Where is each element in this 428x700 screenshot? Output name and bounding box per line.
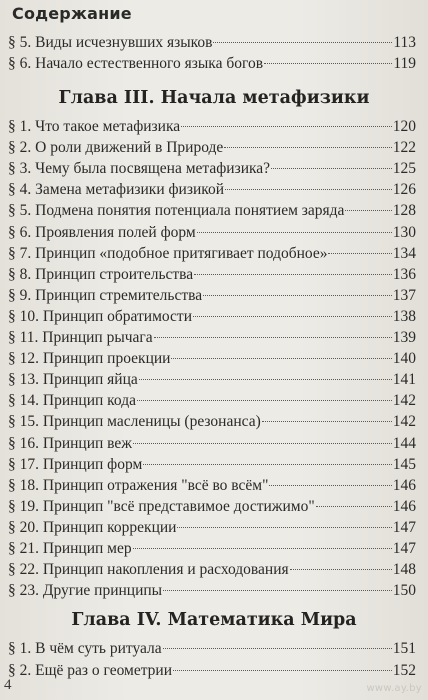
dot-leader: [133, 443, 392, 444]
toc-entry: [8, 496, 416, 517]
toc-entry-page: 150: [392, 582, 416, 600]
toc-entry-title: § 21. Принцип мер: [8, 540, 132, 557]
dot-leader: [262, 421, 392, 422]
toc-entry-title: § 22. Принцип накопления и расходования: [8, 561, 289, 579]
dot-leader: [271, 168, 392, 169]
toc-entry-title: § 1. Что такое метафизика: [8, 118, 181, 135]
toc-entry-page: 144: [392, 434, 416, 452]
chapter-title: Глава IV. Математика Мира: [71, 610, 357, 630]
toc-entry-page: 122: [392, 139, 416, 157]
dot-leader: [213, 42, 392, 43]
toc-entry: [8, 53, 416, 74]
toc-entry: [8, 32, 416, 53]
dot-leader: [225, 189, 392, 190]
toc-entry: [8, 538, 416, 559]
toc-entry: [8, 116, 416, 137]
toc-entry-page: 130: [392, 223, 416, 241]
dot-leader: [269, 485, 391, 486]
toc-entry-title: § 17. Принцип форм: [8, 455, 143, 473]
toc-entry: [8, 243, 416, 264]
dot-leader: [264, 63, 392, 64]
dot-leader: [163, 590, 392, 591]
dot-leader: [316, 506, 392, 507]
toc-entry-title: § 9. Принцип стремительства: [8, 286, 203, 304]
toc-entry-title: § 20. Принцип коррекции: [8, 518, 177, 536]
dot-leader: [290, 569, 392, 570]
toc-entry-page: 137: [392, 286, 416, 304]
toc-entry-title: § 3. Чему была посвящена метафизика?: [8, 160, 271, 178]
dot-leader: [224, 147, 391, 148]
toc-entry-page: 113: [393, 34, 416, 51]
toc-entry: [8, 285, 416, 306]
toc-entry: [8, 306, 416, 327]
toc-entry: [8, 222, 416, 243]
toc-entry-page: 147: [392, 540, 416, 557]
toc-entry: [8, 179, 416, 200]
page-number: 4: [4, 677, 12, 693]
toc-entry-page: 146: [392, 476, 416, 494]
toc-entry-page: 140: [392, 350, 416, 368]
dot-leader: [143, 464, 391, 465]
toc-entry-page: 136: [392, 265, 416, 283]
dot-leader: [137, 400, 392, 401]
toc-entry: [8, 580, 416, 601]
toc-entry-title: § 4. Замена метафизики физикой: [8, 181, 225, 199]
toc-entry-page: 151: [392, 640, 416, 657]
toc-entry-page: 125: [392, 160, 416, 178]
toc-entry-title: § 12. Принцип проекции: [8, 350, 171, 368]
toc-entry: [8, 137, 416, 158]
dot-leader: [193, 316, 392, 317]
toc-entry-page: 152: [392, 661, 416, 679]
dot-leader: [133, 548, 392, 549]
toc-entry: [8, 559, 416, 580]
toc-entry-title: § 11. Принцип рычага: [8, 329, 153, 346]
toc-entry-title: § 19. Принцип "всё представимое достижимо": [8, 497, 315, 515]
dot-leader: [171, 358, 391, 359]
toc-entry-title: § 10. Принцип обратимости: [8, 307, 192, 325]
toc-entry-title: § 5. Подмена понятия потенциала понятием заряда: [8, 202, 345, 220]
toc-entry: [8, 433, 416, 454]
dot-leader: [197, 232, 392, 233]
toc-entry-title: § 18. Принцип отражения "всё во всём": [8, 476, 269, 494]
toc-entry-title: § 2. Ещё раз о геометрии: [8, 661, 173, 679]
dot-leader: [345, 210, 391, 211]
toc-entry-title: § 15. Принцип масленицы (резонанса): [8, 413, 261, 431]
toc-entry-title: § 5. Виды исчезнувших языков: [8, 34, 213, 51]
toc-entry-title: § 8. Принцип строительства: [8, 265, 194, 283]
dot-leader: [181, 126, 392, 127]
toc-entry: [8, 264, 416, 285]
toc-header: Содержание: [12, 4, 132, 23]
toc-entry-page: 138: [392, 307, 416, 325]
toc-entry: [8, 348, 416, 369]
chapter-title: Глава III. Начала метафизики: [58, 88, 370, 108]
toc-entry-page: 120: [392, 118, 416, 135]
toc-entry: [8, 327, 416, 348]
toc-entry-page: 142: [392, 413, 416, 431]
toc-entry-page: 145: [392, 455, 416, 473]
toc-entry: [8, 200, 416, 221]
dot-leader: [194, 274, 392, 275]
toc-entry-title: § 1. В чём суть ритуала: [8, 640, 162, 657]
toc-entry-page: 139: [392, 329, 416, 346]
watermark: www.ay.by: [366, 683, 422, 694]
dot-leader: [328, 253, 391, 254]
toc-entry-page: 147: [392, 518, 416, 536]
dot-leader: [163, 648, 392, 649]
toc-entry: [8, 517, 416, 538]
toc-entry-page: 148: [392, 561, 416, 579]
toc-entry-title: § 6. Проявления полей форм: [8, 223, 196, 241]
toc-entry-page: 134: [392, 244, 416, 262]
toc-entry-title: § 14. Принцип кода: [8, 392, 136, 410]
toc-entry: [8, 454, 416, 475]
toc-entry: [8, 369, 416, 390]
toc-entry: [8, 638, 416, 659]
dot-leader: [203, 295, 392, 296]
toc-entry-title: § 23. Другие принципы: [8, 582, 163, 600]
toc-entry-page: 142: [392, 392, 416, 410]
toc-entry-title: § 13. Принцип яйца: [8, 371, 138, 389]
toc-entry-title: § 16. Принцип веж: [8, 434, 132, 452]
toc-entry: [8, 475, 416, 496]
toc-entry-page: 128: [392, 202, 416, 220]
toc-entry-title: § 6. Начало естественного языка богов: [8, 55, 264, 72]
toc-entry: [8, 390, 416, 411]
dot-leader: [173, 670, 392, 671]
toc-entry-title: § 7. Принцип «подобное притягивает подобное»: [8, 244, 328, 262]
dot-leader: [177, 527, 391, 528]
toc-entry: [8, 660, 416, 681]
dot-leader: [139, 379, 392, 380]
dot-leader: [154, 337, 392, 338]
toc-entry-page: 141: [392, 371, 416, 389]
toc-entry-page: 119: [393, 55, 416, 72]
toc-entry-page: 126: [392, 181, 416, 199]
toc-entry: [8, 158, 416, 179]
toc-entry: [8, 411, 416, 432]
toc-entry-page: 146: [392, 497, 416, 515]
toc-entry-title: § 2. О роли движений в Природе: [8, 139, 224, 157]
